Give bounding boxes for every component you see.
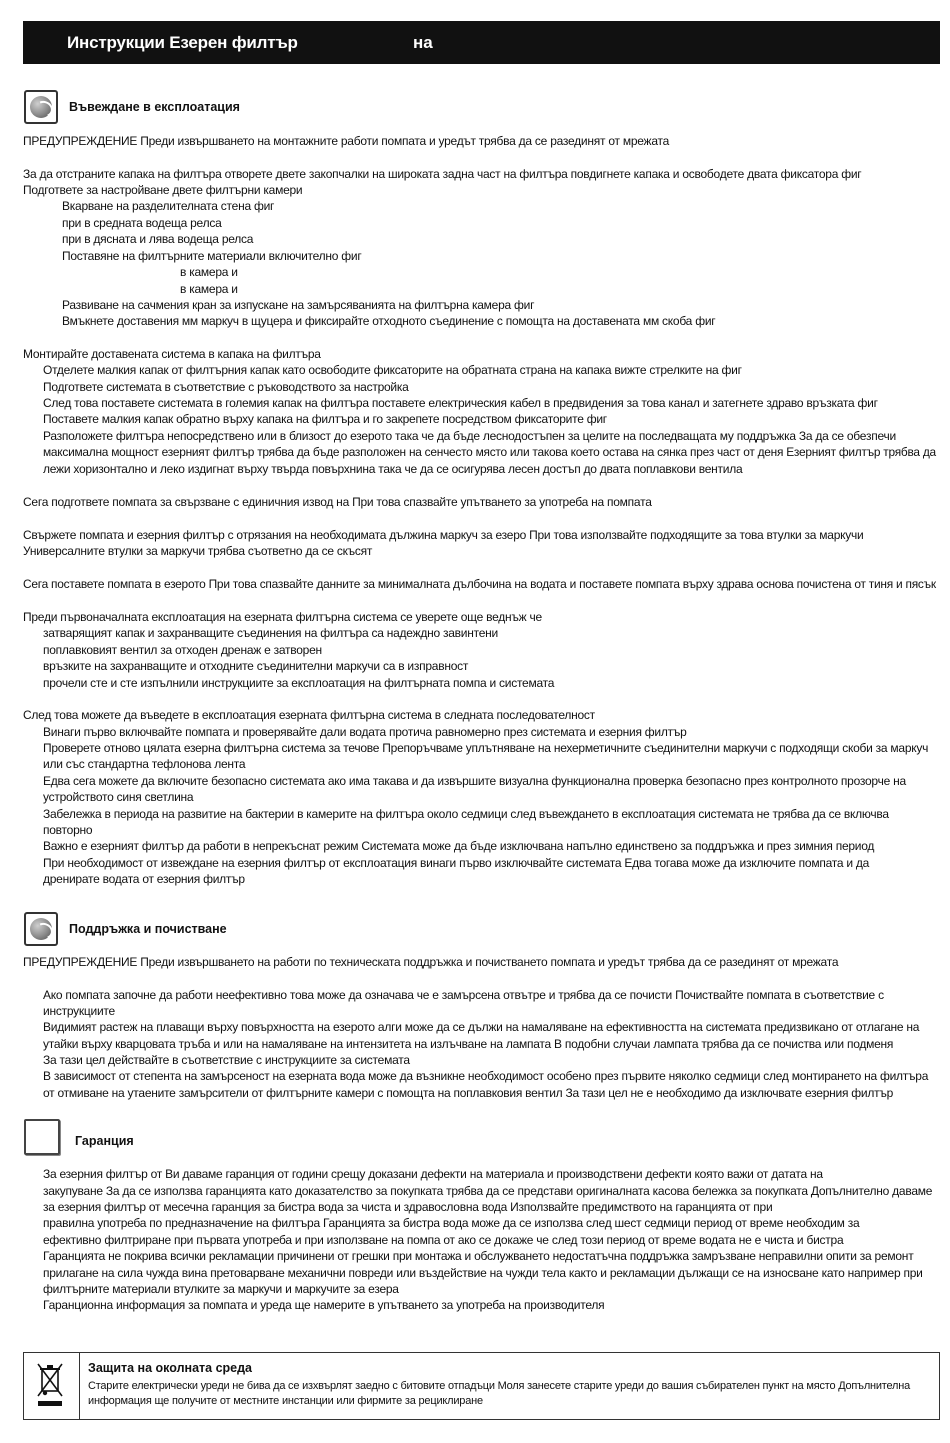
list-item: За тази цел действайте в съответствие с инструкциите за системата <box>43 1053 410 1067</box>
paragraph-line: филтърните материали втулките за маркучи и маркучите за езера <box>43 1282 399 1296</box>
paragraph-line: правилна употреба по предназначение на филтъра Гаранцията за бистра вода може да се използва след шест седмици период от време необходим за <box>43 1216 860 1230</box>
list-item: в камера и <box>180 282 238 296</box>
environment-text: информация ще получите от местните инстанции или фирмите за рециклиране <box>88 1395 483 1407</box>
list-item: при в средната водеща релса <box>62 216 222 230</box>
paragraph-line: закупуване За да се използва гаранцията като доказателство за покупката трябва да се представи оригиналната касова бележка за покупката Допълнително даваме <box>43 1184 933 1198</box>
list-item: връзките на захранващите и отходните съединителни маркучи са в изправност <box>43 659 469 673</box>
section-title-warranty: Гаранция <box>75 1134 134 1148</box>
list-item: или със стандартна тефлонова лента <box>43 757 246 771</box>
crossed-out-wheelie-bin-icon <box>35 1361 65 1411</box>
paragraph-line: След това можете да въведете в експлоатация езерната филтърна система в следната последователност <box>23 708 595 722</box>
list-item: Вкарване на разделителната стена фиг <box>62 199 275 213</box>
list-item: лежи хоризонтално и леко издигнат върху твърда повърхнина така че да се осигурява лесен достъп до двата поплавкови вентила <box>43 462 743 476</box>
paragraph-line: прилагане на сила чужда вина претоварване механични повреди или въздействие на чужди тела както и рекламации дължащи се на износване като например при <box>43 1266 923 1280</box>
list-item: Отделете малкия капак от филтърния капак като освободите фиксаторите на обратната страна на капака вижте стрелките на фиг <box>43 363 742 377</box>
section-title-commissioning: Въвеждане в експлоатация <box>69 100 240 114</box>
paragraph-line: Монтирайте доставената система в капака на филтъра <box>23 347 321 361</box>
list-item: В зависимост от степента на замърсеност на езерната вода може да възникне необходимост особено през първите няколко седмици след монтирането на филтъра <box>43 1069 929 1083</box>
header-title-suffix: на <box>413 33 433 52</box>
warning-text: ПРЕДУПРЕЖДЕНИЕ Преди извършването на работи по техническата поддръжка и почистването помпата и уредът трябва да се разединят от мрежата <box>23 955 839 969</box>
list-item: инструкциите <box>43 1004 115 1018</box>
header-title: Инструкции Езерен филтър <box>67 33 298 52</box>
paragraph-line: За да отстраните капака на филтъра отворете двете закопчалки на широката задна част на филтъра повдигнете капака и освободете двата фиксатора фиг <box>23 167 862 181</box>
list-item: Видимият растеж на плаващи върху повърхността на езерото алги може да се дължи на намаляване на ефективността на системата предизвикано от отлагане на <box>43 1020 920 1034</box>
list-item: в камера и <box>180 265 238 279</box>
maintenance-icon <box>24 912 58 946</box>
list-item: при в дясната и лява водеща релса <box>62 232 254 246</box>
list-item: Разположете филтъра непосредствено или в близост до езерото така че да бъде леснодостъпен за целите на последващата му поддръжка За да се обезпечи <box>43 429 896 443</box>
paragraph-line: за езерния филтър от месечна гаранция за бистра вода за чиста и здравословна вода Използвайте предимството на гаранцията от при <box>43 1200 773 1214</box>
warning-text: ПРЕДУПРЕЖДЕНИЕ Преди извършването на монтажните работи помпата и уредът трябва да се разединят от мрежата <box>23 134 670 148</box>
paragraph-line: Сега поставете помпата в езерото При това спазвайте данните за минималната дълбочина на водата и поставете помпата върху здрава основа почистена от тиня и пясък <box>23 577 936 591</box>
list-item: Поставяне на филтърните материали включително фиг <box>62 249 362 263</box>
list-item: повторно <box>43 823 93 837</box>
paragraph-line: Преди първоначалната експлоатация на езерната филтърна система се уверете още веднъж че <box>23 610 542 624</box>
environment-text: Старите електрически уреди не бива да се изхвърлят заедно с битовите отпадъци Моля занесете старите уреди до вашия събирателен пункт на място Допълнителна <box>88 1380 910 1392</box>
list-item: Важно е езерният филтър да работи в непрекъснат режим Системата може да бъде изключвана напълно единствено за поддръжка и през зимния период <box>43 839 875 853</box>
section-title-maintenance: Поддръжка и почистване <box>69 922 227 936</box>
environment-notice-box <box>23 1352 940 1420</box>
paragraph-line: Универсалните втулки за маркучи трябва съответно да се скъсят <box>23 544 373 558</box>
paragraph-line: Свържете помпата и езерния филтър с отрязания на необходимата дължина маркуч за езеро При това използвайте подходящите за това втулки за маркучи <box>23 528 864 542</box>
paragraph-line: Гаранционна информация за помпата и уреда ще намерите в упътването за употреба на производителя <box>43 1298 605 1312</box>
paragraph-line: Сега подгответе помпата за свързване с единичния извод на При това спазвайте упътването за употреба на помпата <box>23 495 652 509</box>
list-item: прочели сте и сте изпълнили инструкциите за експлоатация на филтърната помпа и системата <box>43 676 555 690</box>
list-item: Ако помпата започне да работи неефективно това може да означава че е замърсена отвътре и трябва да се почисти Почиствайте помпата в съответствие с <box>43 988 884 1002</box>
list-item: максимална мощност езерният филтър трябва да бъде разположен на сенчесто място или такова което остава на сянка през част от деня Езерният филтър трябва да <box>43 445 936 459</box>
list-item: от отмиване на утаените замърсители от филтърните камери с помощта на поплавковия вентил За тази цел не е необходимо да изключвате езерния филтър <box>43 1086 894 1100</box>
list-item: Поставете малкия капак обратно върху капака на филтъра и го закрепете посредством фиксаторите фиг <box>43 412 607 426</box>
paragraph-line: За езерния филтър от Ви даваме гаранция от години срещу доказани дефекти на материала и производствени дефекти която важи от датата на <box>43 1167 823 1181</box>
list-item: След това поставете системата в големия капак на филтъра поставете електрическия кабел в предвидения за това канал и затегнете здраво връзката фиг <box>43 396 878 410</box>
divider <box>79 1353 80 1419</box>
list-item: Подгответе системата в съответствие с ръководството за настройка <box>43 380 409 394</box>
list-item: Едва сега можете да включите безопасно системата ако има такава и да извършите визуална функционална проверка безопасно през контролното прозорче на <box>43 774 906 788</box>
list-item: Развиване на сачмения кран за изпускане на замърсяванията на филтърна камера фиг <box>62 298 535 312</box>
list-item: дренирате водата от езерния филтър <box>43 872 245 886</box>
header-bar <box>23 21 940 64</box>
list-item: утайки върху кварцовата тръба и или на намаляване на интензитета на излъчване на лампата В подобни случаи лампата трябва да се почиства или подменя <box>43 1037 894 1051</box>
list-item: При необходимост от извеждане на езерния филтър от експлоатация винаги първо изключвайте системата Едва тогава може да изключите помпата и да <box>43 856 870 870</box>
list-item: поплавковият вентил за отходен дренаж е затворен <box>43 643 322 657</box>
list-item: Винаги първо включвайте помпата и проверявайте дали водата протича равномерно през системата и езерния филтър <box>43 725 687 739</box>
list-item: затварящият капак и захранващите съединения на филтъра са надеждно завинтени <box>43 626 498 640</box>
list-item: Вмъкнете доставения мм маркуч в щуцера и фиксирайте отходното съединение с помощта на доставената мм скоба фиг <box>62 314 716 328</box>
paragraph-line: Гаранцията не покрива всички рекламации причинени от грешки при монтажа и обслужването недостатъчна поддръжка замръзване неправилни опити за ремонт <box>43 1249 914 1263</box>
paragraph-line: ефективно филтриране при първата употреба и при използване на помпа от ако се докаже че след този период от време водата не е чиста и бистра <box>43 1233 844 1247</box>
list-item: устройството синя светлина <box>43 790 194 804</box>
list-item: Проверете отново цялата езерна филтърна система за течове Препоръчваме уплътняване на нехерметичните съединителни маркучи с подходящи скоби за маркуч <box>43 741 929 755</box>
environment-title: Защита на околната среда <box>88 1361 253 1375</box>
warranty-icon <box>24 1119 60 1155</box>
paragraph-line: Подгответе за настройване двете филтърни камери <box>23 183 303 197</box>
commissioning-icon <box>24 90 58 124</box>
list-item: Забележка в периода на развитие на бактерии в камерите на филтъра около седмици след въвеждането в експлоатация системата не трябва да се включва <box>43 807 889 821</box>
